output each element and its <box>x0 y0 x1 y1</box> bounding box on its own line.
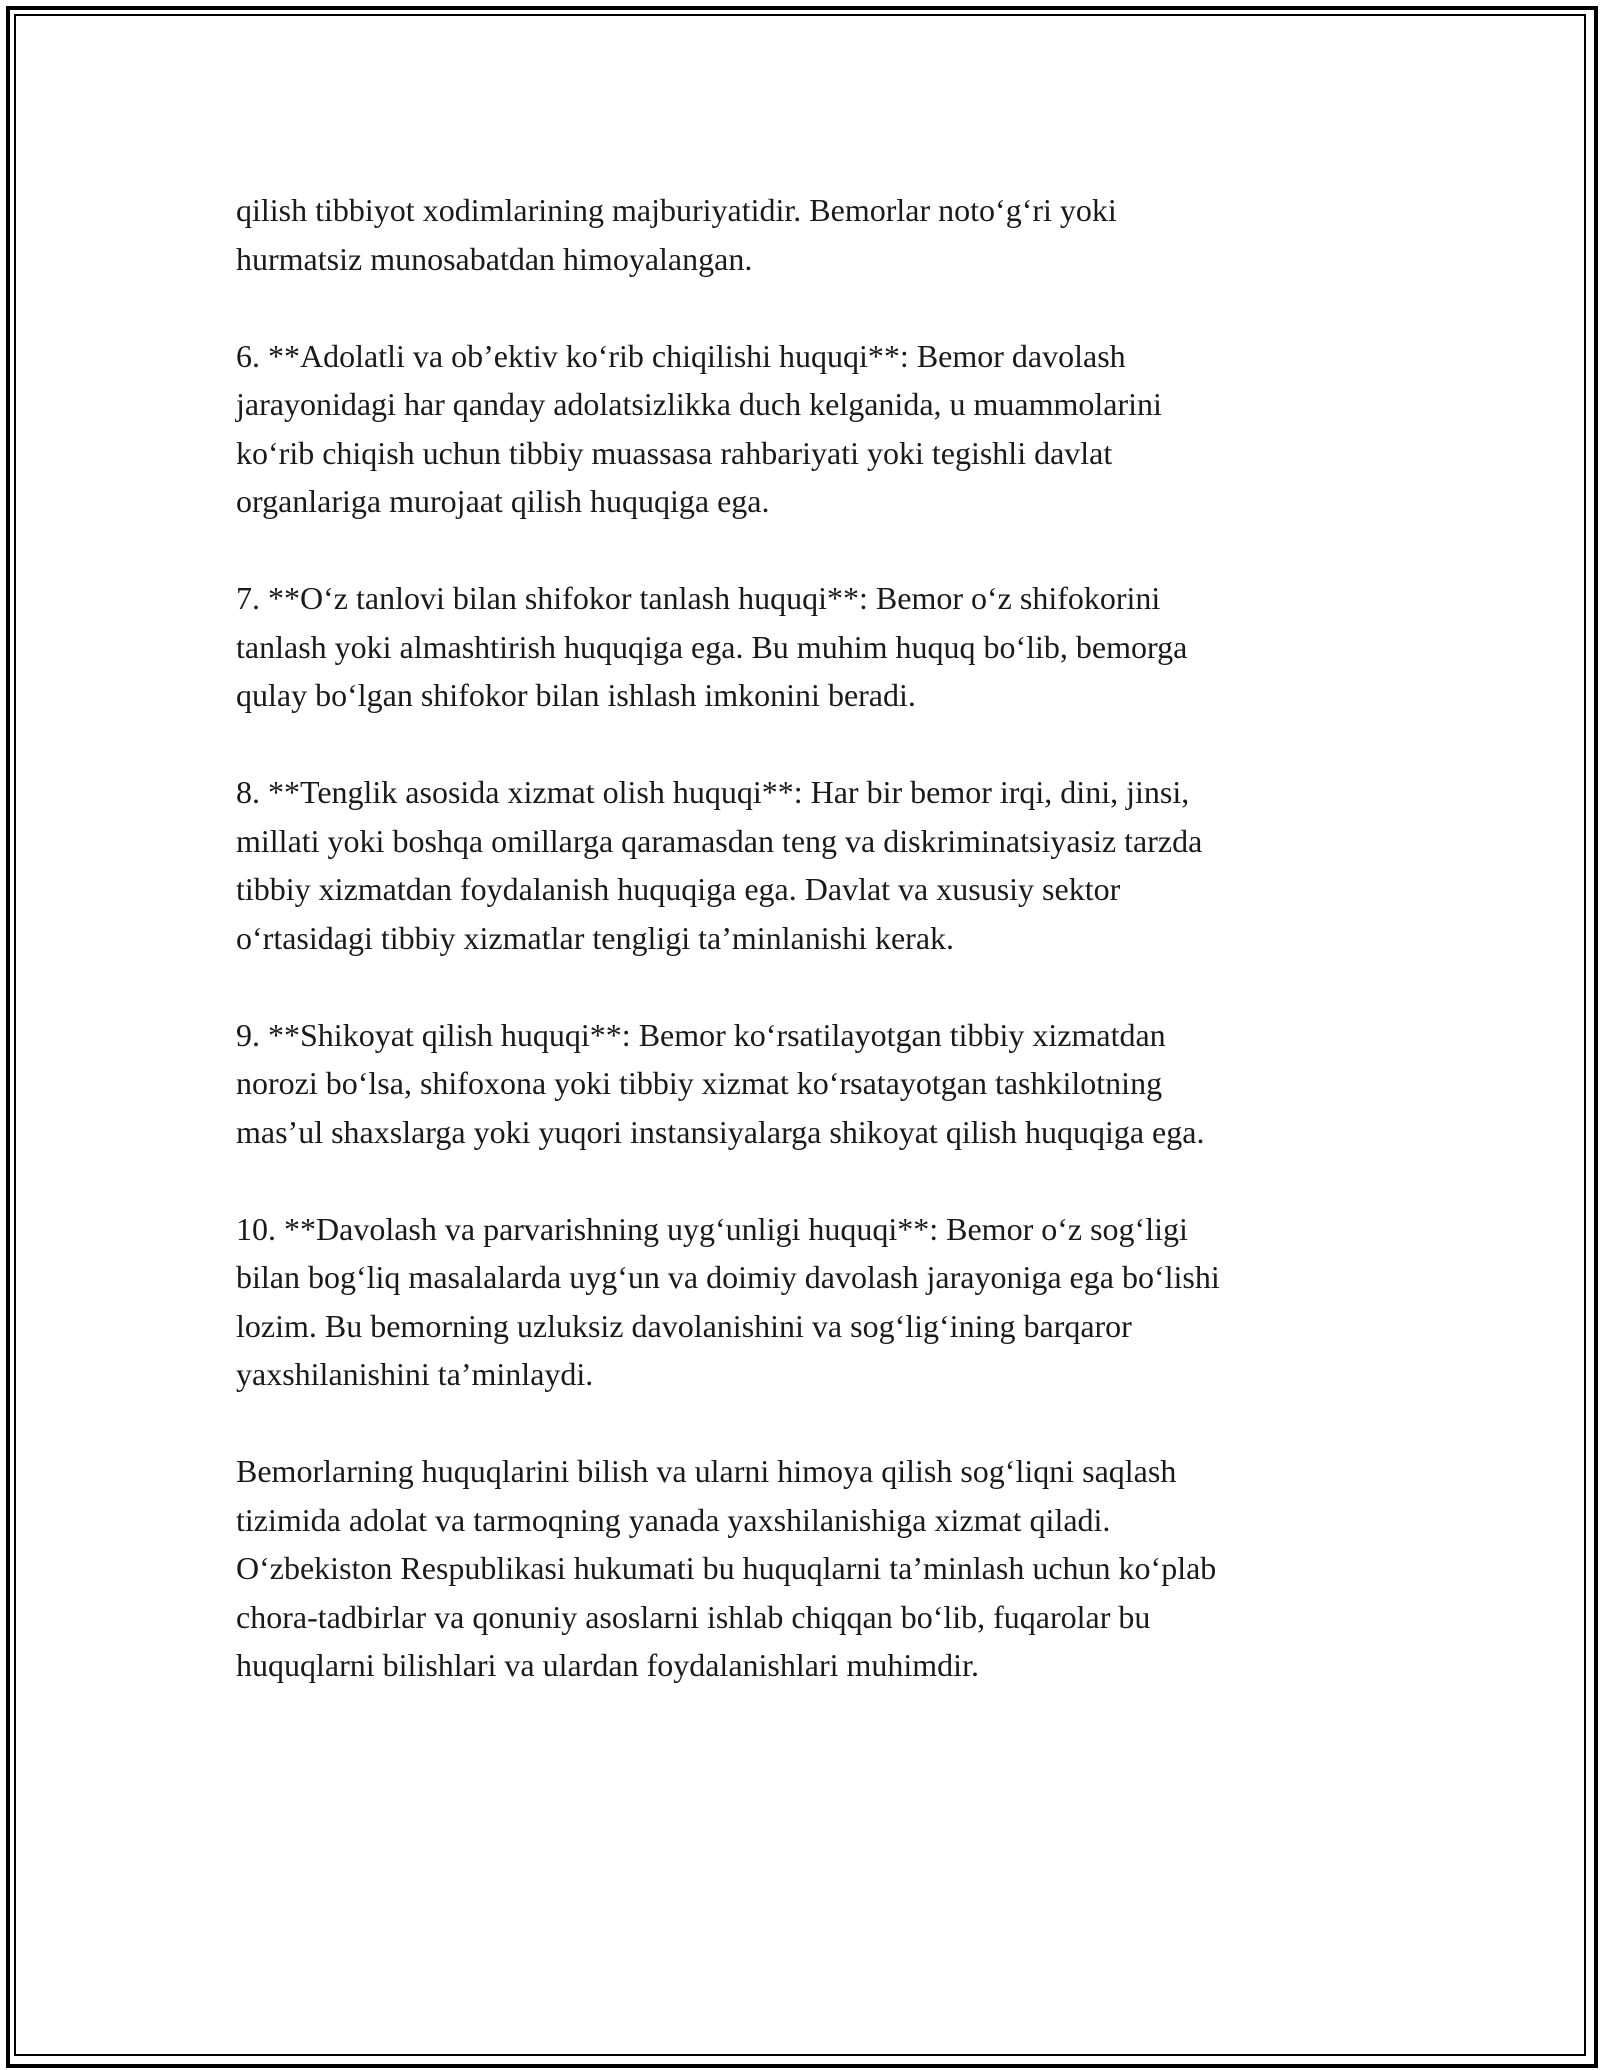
paragraph-item-7: 7. **O‘z tanlovi bilan shifokor tanlash huquqi**: Bemor o‘z shifokorini tanlash yoki almashtirish huquqiga ega. Bu muhim huquq bo‘lib, bemorga qulay bo‘lgan shifokor bilan ishlash imkonini beradi. <box>236 580 1188 713</box>
paragraph-conclusion: Bemorlarning huquqlarini bilish va ularni himoya qilish sog‘liqni saqlash tizimida adolat va tarmoqning yanada yaxshilanishiga xizmat qiladi. O‘zbekiston Respublikasi hukumati bu huquqlarni ta’minlash uchun ko‘plab chora-tadbirlar va qonuniy asoslarni ishlab chiqqan bo‘lib, fuqarolar bu huquqlarni bilishlari va ulardan foydalanishlari muhimdir. <box>236 1453 1217 1683</box>
paragraph-continuation: qilish tibbiyot xodimlarining majburiyatidir. Bemorlar noto‘g‘ri yoki hurmatsiz munosabatdan himoyalangan. <box>236 192 1117 277</box>
paragraph-item-10: 10. **Davolash va parvarishning uyg‘unligi huquqi**: Bemor o‘z sog‘ligi bilan bog‘liq masalalarda uyg‘un va doimiy davolash jarayoniga ega bo‘lishi lozim. Bu bemorning uzluksiz davolanishini va sog‘lig‘ining barqaror yaxshilanishini ta’minlaydi. <box>236 1210 1220 1392</box>
paragraph-item-9: 9. **Shikoyat qilish huquqi**: Bemor ko‘rsatilayotgan tibbiy xizmatdan norozi bo‘lsa, shifoxona yoki tibbiy xizmat ko‘rsatayotgan tashkilotning mas’ul shaxslarga yoki yuqori instansiyalarga shikoyat qilish huquqiga ega. <box>236 1016 1205 1150</box>
paragraph-item-6: 6. **Adolatli va ob’ektiv ko‘rib chiqilishi huquqi**: Bemor davolash jarayonidagi har qanday adolatsizlikka duch kelganida, u muammolarini ko‘rib chiqish uchun tibbiy muassasa rahbariyati yoki tegishli davlat organlariga murojaat qilish huquqiga ega. <box>236 337 1162 519</box>
document-body <box>236 186 1376 1690</box>
paragraph-item-8: 8. **Tenglik asosida xizmat olish huquqi**: Har bir bemor irqi, dini, jinsi, millati yoki boshqa omillarga qaramasdan teng va diskriminatsiyasiz tarzda tibbiy xizmatdan foydalanish huquqiga ega. Davlat va xususiy sektor o‘rtasidagi tibbiy xizmatlar tengligi ta’minlanishi kerak. <box>236 774 1203 956</box>
